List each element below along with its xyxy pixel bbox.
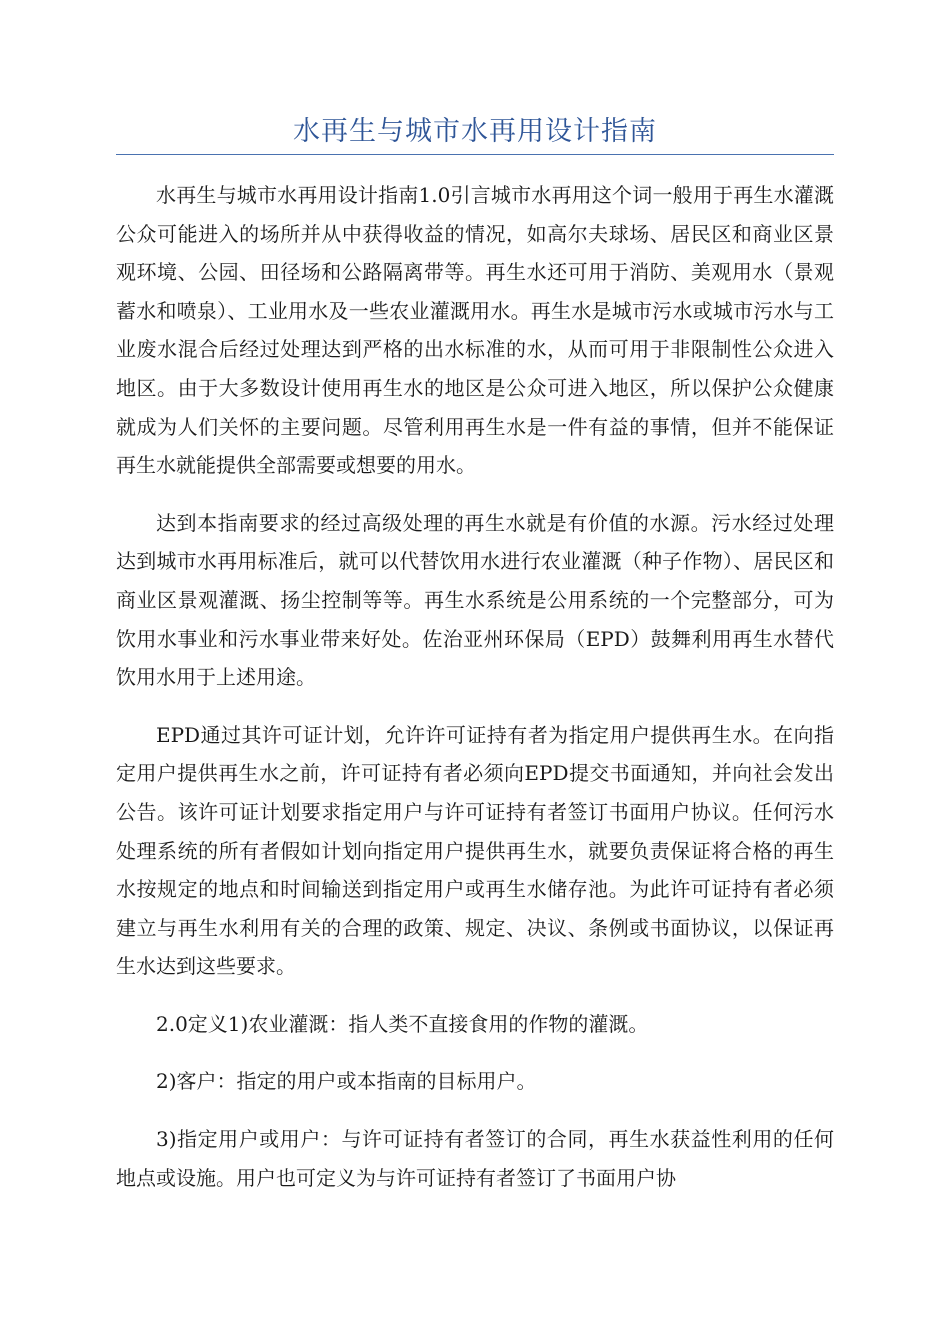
title-underline — [116, 154, 834, 155]
paragraph-definition-3: 3)指定用户或用户：与许可证持有者签订的合同，再生水获益性利用的任何地点或设施。用户也可定义为与许可证持有者签订了书面用户协 — [116, 1127, 834, 1190]
document-title: 水再生与城市水再用设计指南 — [293, 116, 657, 147]
paragraph-epd-permit: EPD通过其许可证计划，允许许可证持有者为指定用户提供再生水。在向指定用户提供再生水之前，许可证持有者必须向EPD提交书面通知，并向社会发出公告。该许可证计划要求指定用户与许可证持有者签订书面用户协议。任何污水处理系统的所有者假如计划向指定用户提供再生水，就要负责保证将合格的再生水按规定的地点和时间输送到指定用户或再生水储存池。为此许可证持有者必须建立与再生水利用有关的合理的政策、规定、决议、条例或书面协议，以保证再生水达到这些要求。 — [116, 722, 834, 979]
paragraph-introduction: 水再生与城市水再用设计指南1.0引言城市水再用这个词一般用于再生水灌溉公众可能进入的场所并从中获得收益的情况，如高尔夫球场、居民区和商业区景观环境、公园、田径场和公路隔离带等。再生水还可用于消防、美观用水（景观蓄水和喷泉）、工业用水及一些农业灌溉用水。再生水是城市污水或城市污水与工业废水混合后经过处理达到严格的出水标准的水，从而可用于非限制性公众进入地区。由于大多数设计使用再生水的地区是公众可进入地区，所以保护公众健康就成为人们关怀的主要问题。尽管利用再生水是一件有益的事情，但并不能保证再生水就能提供全部需要或想要的用水。 — [116, 183, 834, 478]
paragraph-reclaimed-water-value: 达到本指南要求的经过高级处理的再生水就是有价值的水源。污水经过处理达到城市水再用标准后，就可以代替饮用水进行农业灌溉（种子作物）、居民区和商业区景观灌溉、扬尘控制等等。再生水系统是公用系统的一个完整部分，可为饮用水事业和污水事业带来好处。佐治亚州环保局（EPD）鼓舞利用再生水替代饮用水用于上述用途。 — [116, 510, 834, 690]
paragraph-definition-2: 2)客户：指定的用户或本指南的目标用户。 — [156, 1069, 537, 1094]
paragraph-definition-1: 2.0定义1)农业灌溉：指人类不直接食用的作物的灌溉。 — [156, 1011, 649, 1036]
document-body — [116, 176, 834, 1216]
